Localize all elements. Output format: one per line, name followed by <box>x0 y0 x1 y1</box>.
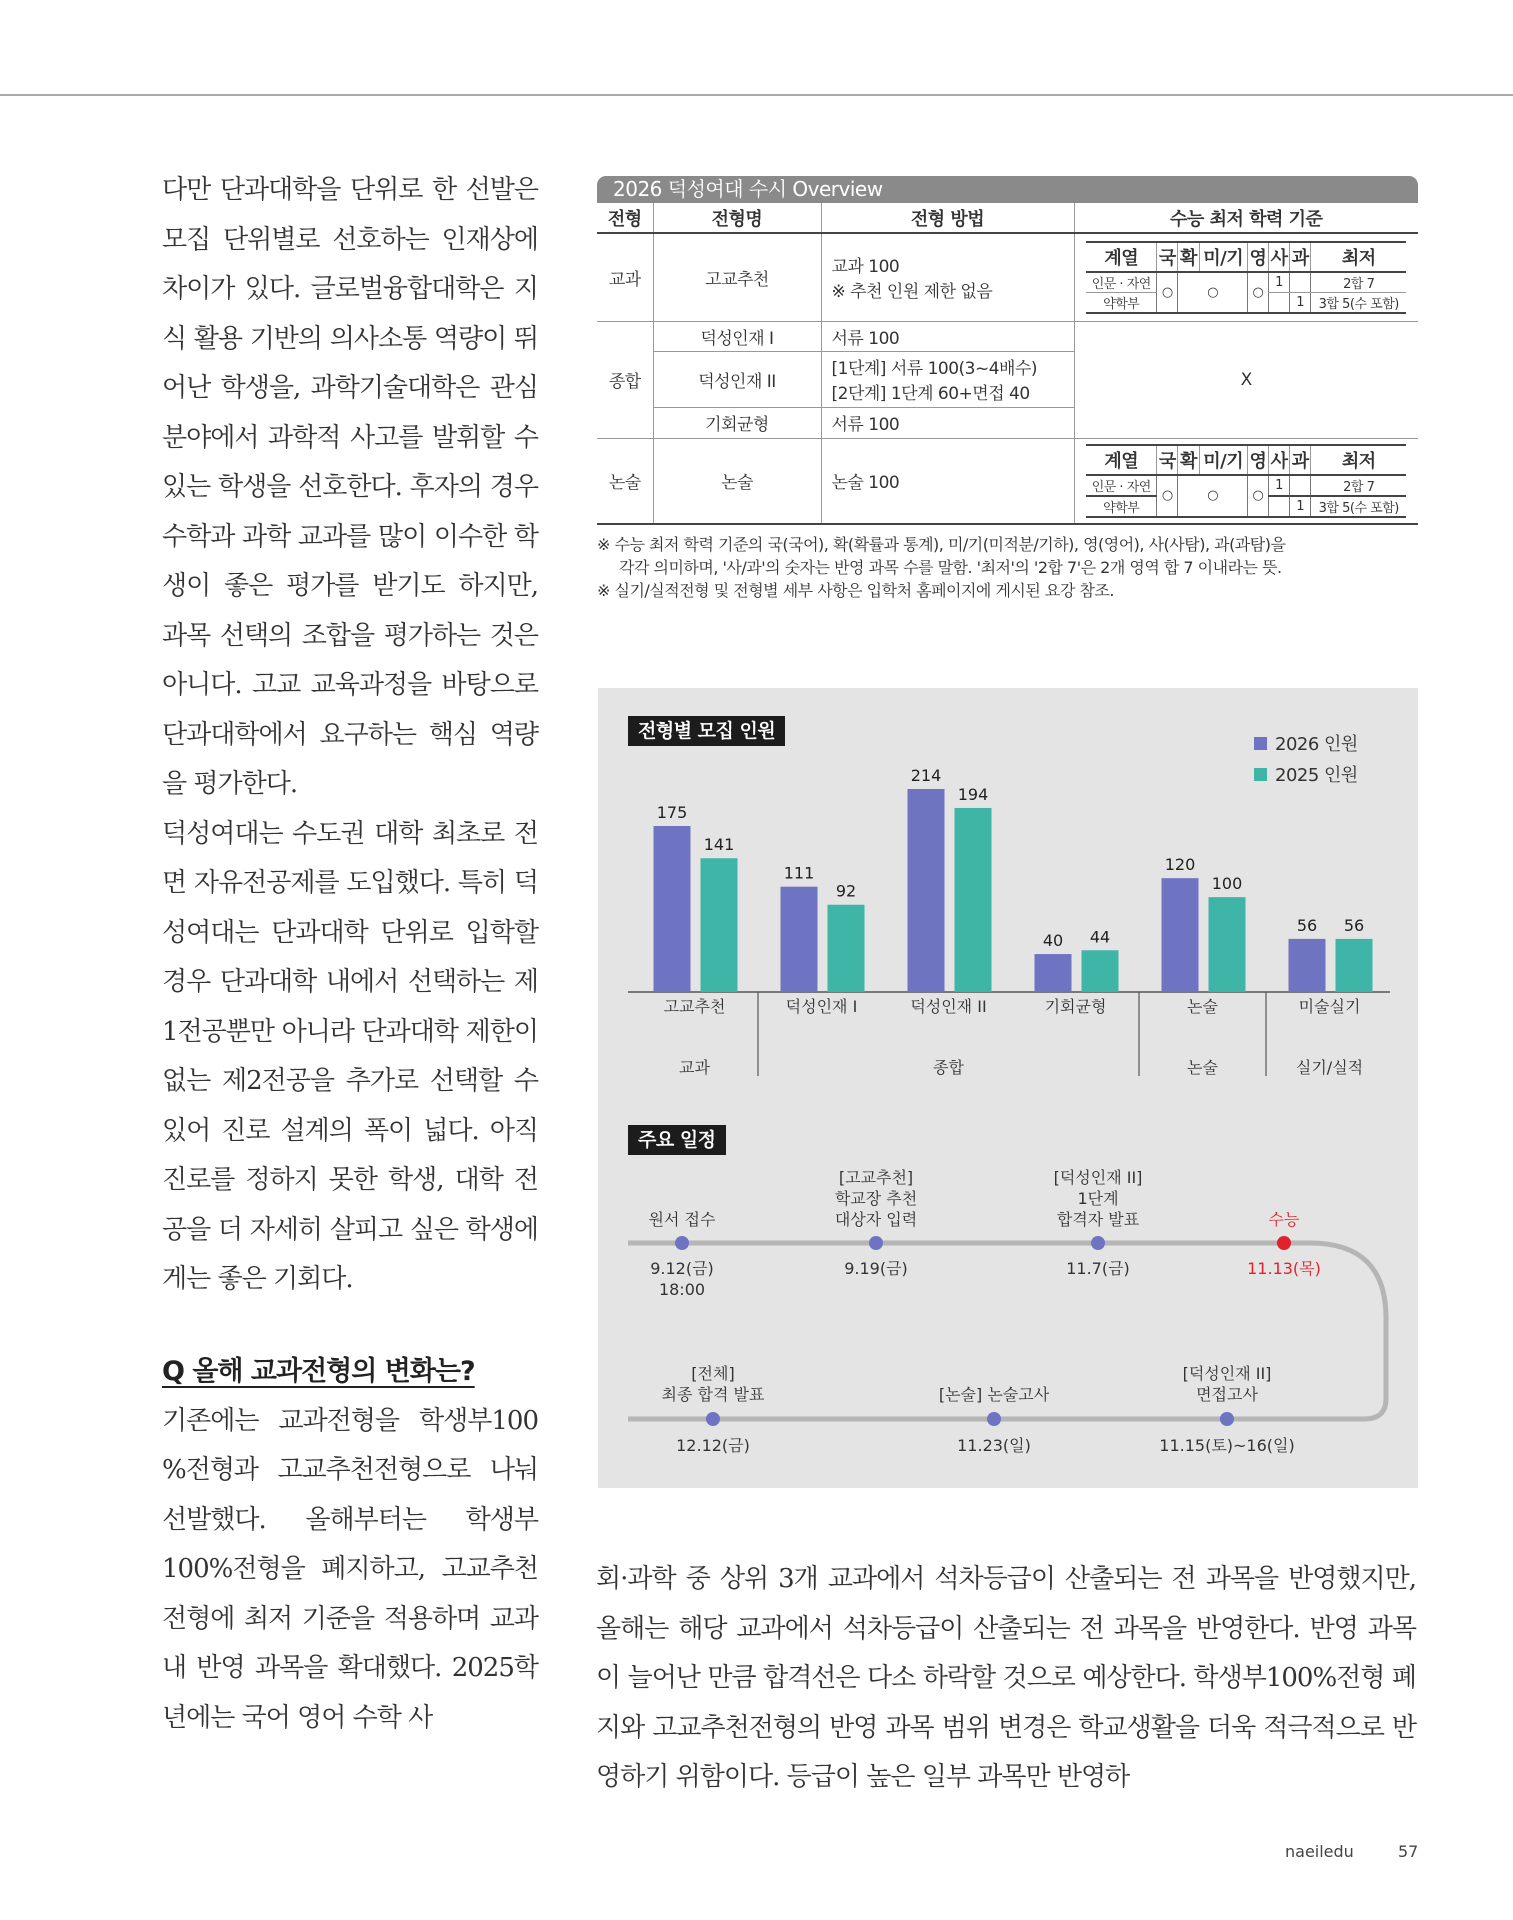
event-date: 11.7(금) <box>1066 1259 1130 1278</box>
bar-value-label: 214 <box>910 766 942 785</box>
name-cell: 기회균형 <box>653 407 821 438</box>
mini-cell: 2합 7 <box>1311 475 1406 496</box>
mini-header: 과 <box>1290 242 1311 272</box>
event-title: 대상자 입력 <box>834 1210 918 1229</box>
event-dot <box>869 1236 883 1250</box>
bar-value-label: 111 <box>783 863 815 883</box>
mini-cell: 1 <box>1290 292 1311 313</box>
event-date: 11.15(토)~16(일) <box>1159 1436 1295 1455</box>
event-dot-highlight <box>1277 1236 1291 1250</box>
method-line: ※ 추천 인원 제한 없음 <box>831 282 993 303</box>
name-cell: 덕성인재 I <box>653 321 821 351</box>
event-date: 11.13(목) <box>1247 1259 1321 1278</box>
event-dot <box>987 1412 1001 1426</box>
bar-value-label: 100 <box>1211 874 1243 894</box>
method-line: 교과 100 <box>831 257 900 278</box>
category-label: 기회균형 <box>1044 997 1107 1016</box>
event-title: 최종 합격 발표 <box>661 1385 765 1404</box>
mini-header: 국 <box>1157 242 1178 272</box>
mini-header: 최저 <box>1311 242 1406 272</box>
mini-header: 계열 <box>1086 445 1157 475</box>
mini-cell <box>1290 272 1311 293</box>
minimum-mini-table <box>1086 444 1406 518</box>
name-cell: 논술 <box>653 438 821 524</box>
note-line: ※ 실기/실적전형 및 전형별 세부 사항은 입학처 홈페이지에 게시된 요강 참조. <box>597 581 1114 600</box>
bar-value-label: 194 <box>957 784 989 804</box>
method-cell <box>821 233 1074 321</box>
mini-cell: 1 <box>1290 496 1311 517</box>
chart-badge: 전형별 모집 인원 <box>628 716 785 746</box>
category-label: 덕성인재 I <box>785 997 858 1016</box>
mini-cell: 1 <box>1268 475 1289 496</box>
bar-value-label: 56 <box>1343 915 1365 935</box>
method-line: [2단계] 1단계 60+면접 40 <box>831 384 1030 404</box>
bar-value-label: 120 <box>1164 855 1196 875</box>
mini-cell: 1 <box>1268 272 1289 293</box>
table-header-row <box>597 203 1418 233</box>
top-rule <box>0 94 1513 96</box>
answer-paragraph: 기존에는 교과전형을 학생부100 %전형과 고교추천전형으로 나눠 선발했다. 올해부터는 학생부100%전형을 폐지하고, 고교추천전형에 최저 기준을 적용하며 교과 내 반영 과목을 확대했다. 2025학년에는 국어 영어 수학 사 <box>162 1405 538 1733</box>
event-dot <box>1220 1412 1234 1426</box>
event-title: 합격자 발표 <box>1056 1210 1140 1229</box>
group-label: 교과 <box>679 1058 710 1077</box>
mini-header: 사 <box>1268 445 1289 475</box>
bar-value-label: 44 <box>1089 927 1111 947</box>
bar-value-label: 92 <box>835 881 857 901</box>
event-date: 12.12(금) <box>676 1436 750 1455</box>
mini-header: 사 <box>1268 242 1289 272</box>
group-label: 논술 <box>1187 1058 1218 1077</box>
bar-value-label: 56 <box>1296 915 1318 935</box>
mini-cell <box>1290 475 1311 496</box>
mini-header: 영 <box>1247 445 1268 475</box>
mini-cell: 3합 5(수 포함) <box>1311 496 1406 517</box>
mini-cell: 인문 · 자연 <box>1086 475 1157 496</box>
mini-header: 확 <box>1178 445 1199 475</box>
event-date: 9.12(금) <box>650 1259 714 1278</box>
event-title: [논술] 논술고사 <box>938 1385 1050 1404</box>
mini-header: 과 <box>1290 445 1311 475</box>
group-cell: 종합 <box>597 321 653 438</box>
category-label: 미술실기 <box>1298 997 1361 1016</box>
mini-cell: ○ <box>1157 475 1178 517</box>
mini-cell: 3합 5(수 포함) <box>1311 292 1406 313</box>
event-title: 원서 접수 <box>648 1210 716 1229</box>
event-title: 1단계 <box>1077 1189 1119 1208</box>
event-dot <box>675 1236 689 1250</box>
event-title: [덕성인재 II] <box>1182 1364 1272 1383</box>
mini-cell: 2합 7 <box>1311 272 1406 293</box>
paragraph-1: 다만 단과대학을 단위로 한 선발은 모집 단위별로 선호하는 인재상에 차이가 있다. 글로벌융합대학은 지식 활용 기반의 의사소통 역량이 뛰어난 학생을, 과학기술대학은 관심 분야에서 과학적 사고를 발휘할 수 있는 학생을 선호한다. 후자의 경우 수학과 과학 교과를 많이 이수한 학생이 좋은 평가를 받기도 하지만, 과목 선택의 조합을 평가하는 것은 아니다. 고교 교육과정을 바탕으로 단과대학에서 요구하는 핵심 역량을 평가한다. <box>162 175 538 799</box>
minimum-mini-table <box>1086 241 1406 314</box>
method-cell: 서류 100 <box>821 321 1074 351</box>
category-label: 논술 <box>1187 997 1218 1016</box>
mini-cell: ○ <box>1157 272 1178 313</box>
group-label: 실기/실적 <box>1295 1058 1364 1077</box>
mini-header: 미/기 <box>1199 445 1247 475</box>
event-title: 면접고사 <box>1196 1385 1258 1404</box>
event-date: 11.23(일) <box>957 1436 1031 1455</box>
category-label: 덕성인재 II <box>910 997 987 1016</box>
left-column <box>162 166 538 1743</box>
note-line: 각각 의미하며, '사/과'의 숫자는 반영 과목 수를 말함. '최저'의 '2합 7'은 2개 영역 합 7 이내라는 뜻. <box>619 558 1282 577</box>
event-title: 학교장 추천 <box>834 1189 918 1208</box>
footer-brand: naeiledu <box>1285 1842 1354 1861</box>
event-title: [고교추천] <box>838 1168 914 1187</box>
minimum-cell <box>1074 233 1418 321</box>
question-heading: Q 올해 교과전형의 변화는? <box>162 1355 475 1387</box>
bar-value-label: 175 <box>656 802 688 822</box>
mini-header: 미/기 <box>1199 242 1247 272</box>
event-dot <box>706 1412 720 1426</box>
bar-value-label: 40 <box>1042 931 1064 951</box>
minimum-cell <box>1074 438 1418 524</box>
group-label: 종합 <box>933 1058 964 1077</box>
mini-cell: 약학부 <box>1086 292 1157 313</box>
table-row <box>597 321 1418 351</box>
schedule-timeline <box>598 688 1418 1488</box>
header-type: 전형 <box>597 203 653 233</box>
infographic-box <box>598 688 1418 1488</box>
mini-header: 국 <box>1157 445 1178 475</box>
bar-value-label: 141 <box>703 835 735 855</box>
event-title: [전체] <box>691 1364 735 1383</box>
method-line: [1단계] 서류 100(3~4배수) <box>831 359 1038 379</box>
mini-header: 최저 <box>1311 445 1406 475</box>
overview-table <box>597 203 1418 525</box>
legend-label: 2025 인원 <box>1275 765 1358 786</box>
group-cell: 교과 <box>597 233 653 321</box>
bottom-paragraph: 회·과학 중 상위 3개 교과에서 석차등급이 산출되는 전 과목을 반영했지만, 올해는 해당 교과에서 석차등급이 산출되는 전 과목을 반영한다. 반영 과목이 늘어난 만큼 합격선은 다소 하락할 것으로 예상한다. 학생부100%전형 폐지와 고교추천전형의 반영 과목 범위 변경은 학교생활을 더욱 적극적으로 반영하기 위함이다. 등급이 높은 일부 과목만 반영하 <box>596 1564 1416 1792</box>
mini-cell: 인문 · 자연 <box>1086 272 1157 293</box>
overview-table-block <box>597 176 1418 602</box>
minimum-cell-none: X <box>1074 321 1418 438</box>
paragraph-2: 덕성여대는 수도권 대학 최초로 전면 자유전공제를 도입했다. 특히 덕성여대는 단과대학 단위로 입학할 경우 단과대학 내에서 선택하는 제1전공뿐만 아니라 단과대학 제한이 없는 제2전공을 추가로 선택할 수 있어 진로 설계의 폭이 넓다. 아직 진로를 정하지 못한 학생, 대학 전공을 더 자세히 살피고 싶은 학생에게는 좋은 기회다. <box>162 818 538 1294</box>
method-cell: 서류 100 <box>821 407 1074 438</box>
mini-cell: ○ <box>1178 475 1247 517</box>
table-notes <box>597 533 1418 602</box>
header-name: 전형명 <box>653 203 821 233</box>
mini-header: 계열 <box>1086 242 1157 272</box>
header-method: 전형 방법 <box>821 203 1074 233</box>
header-minimum: 수능 최저 학력 기준 <box>1074 203 1418 233</box>
table-row <box>597 233 1418 321</box>
mini-header: 확 <box>1178 242 1199 272</box>
name-cell: 고교추천 <box>653 233 821 321</box>
mini-cell: ○ <box>1178 272 1247 313</box>
legend-label: 2026 인원 <box>1275 734 1358 755</box>
event-title: 수능 <box>1268 1210 1300 1229</box>
page-number: 57 <box>1398 1842 1419 1861</box>
method-cell: 논술 100 <box>821 438 1074 524</box>
event-date: 9.19(금) <box>844 1259 908 1278</box>
event-date: 18:00 <box>658 1280 706 1299</box>
method-cell <box>821 351 1074 407</box>
mini-cell <box>1268 496 1289 517</box>
event-dot <box>1091 1236 1105 1250</box>
table-row <box>597 438 1418 524</box>
note-line: ※ 수능 최저 학력 기준의 국(국어), 확(확률과 통계), 미/기(미적분/기하), 영(영어), 사(사탐), 과(과탐)을 <box>597 535 1286 554</box>
mini-cell: ○ <box>1247 475 1268 517</box>
schedule-badge: 주요 일정 <box>628 1125 726 1155</box>
mini-cell: 약학부 <box>1086 496 1157 517</box>
mini-cell <box>1268 292 1289 313</box>
category-label: 고교추천 <box>663 997 726 1016</box>
mini-header: 영 <box>1247 242 1268 272</box>
mini-cell: ○ <box>1247 272 1268 313</box>
table-title: 2026 덕성여대 수시 Overview <box>597 176 1418 203</box>
name-cell: 덕성인재 II <box>653 351 821 407</box>
group-cell: 논술 <box>597 438 653 524</box>
event-title: [덕성인재 II] <box>1053 1168 1143 1187</box>
